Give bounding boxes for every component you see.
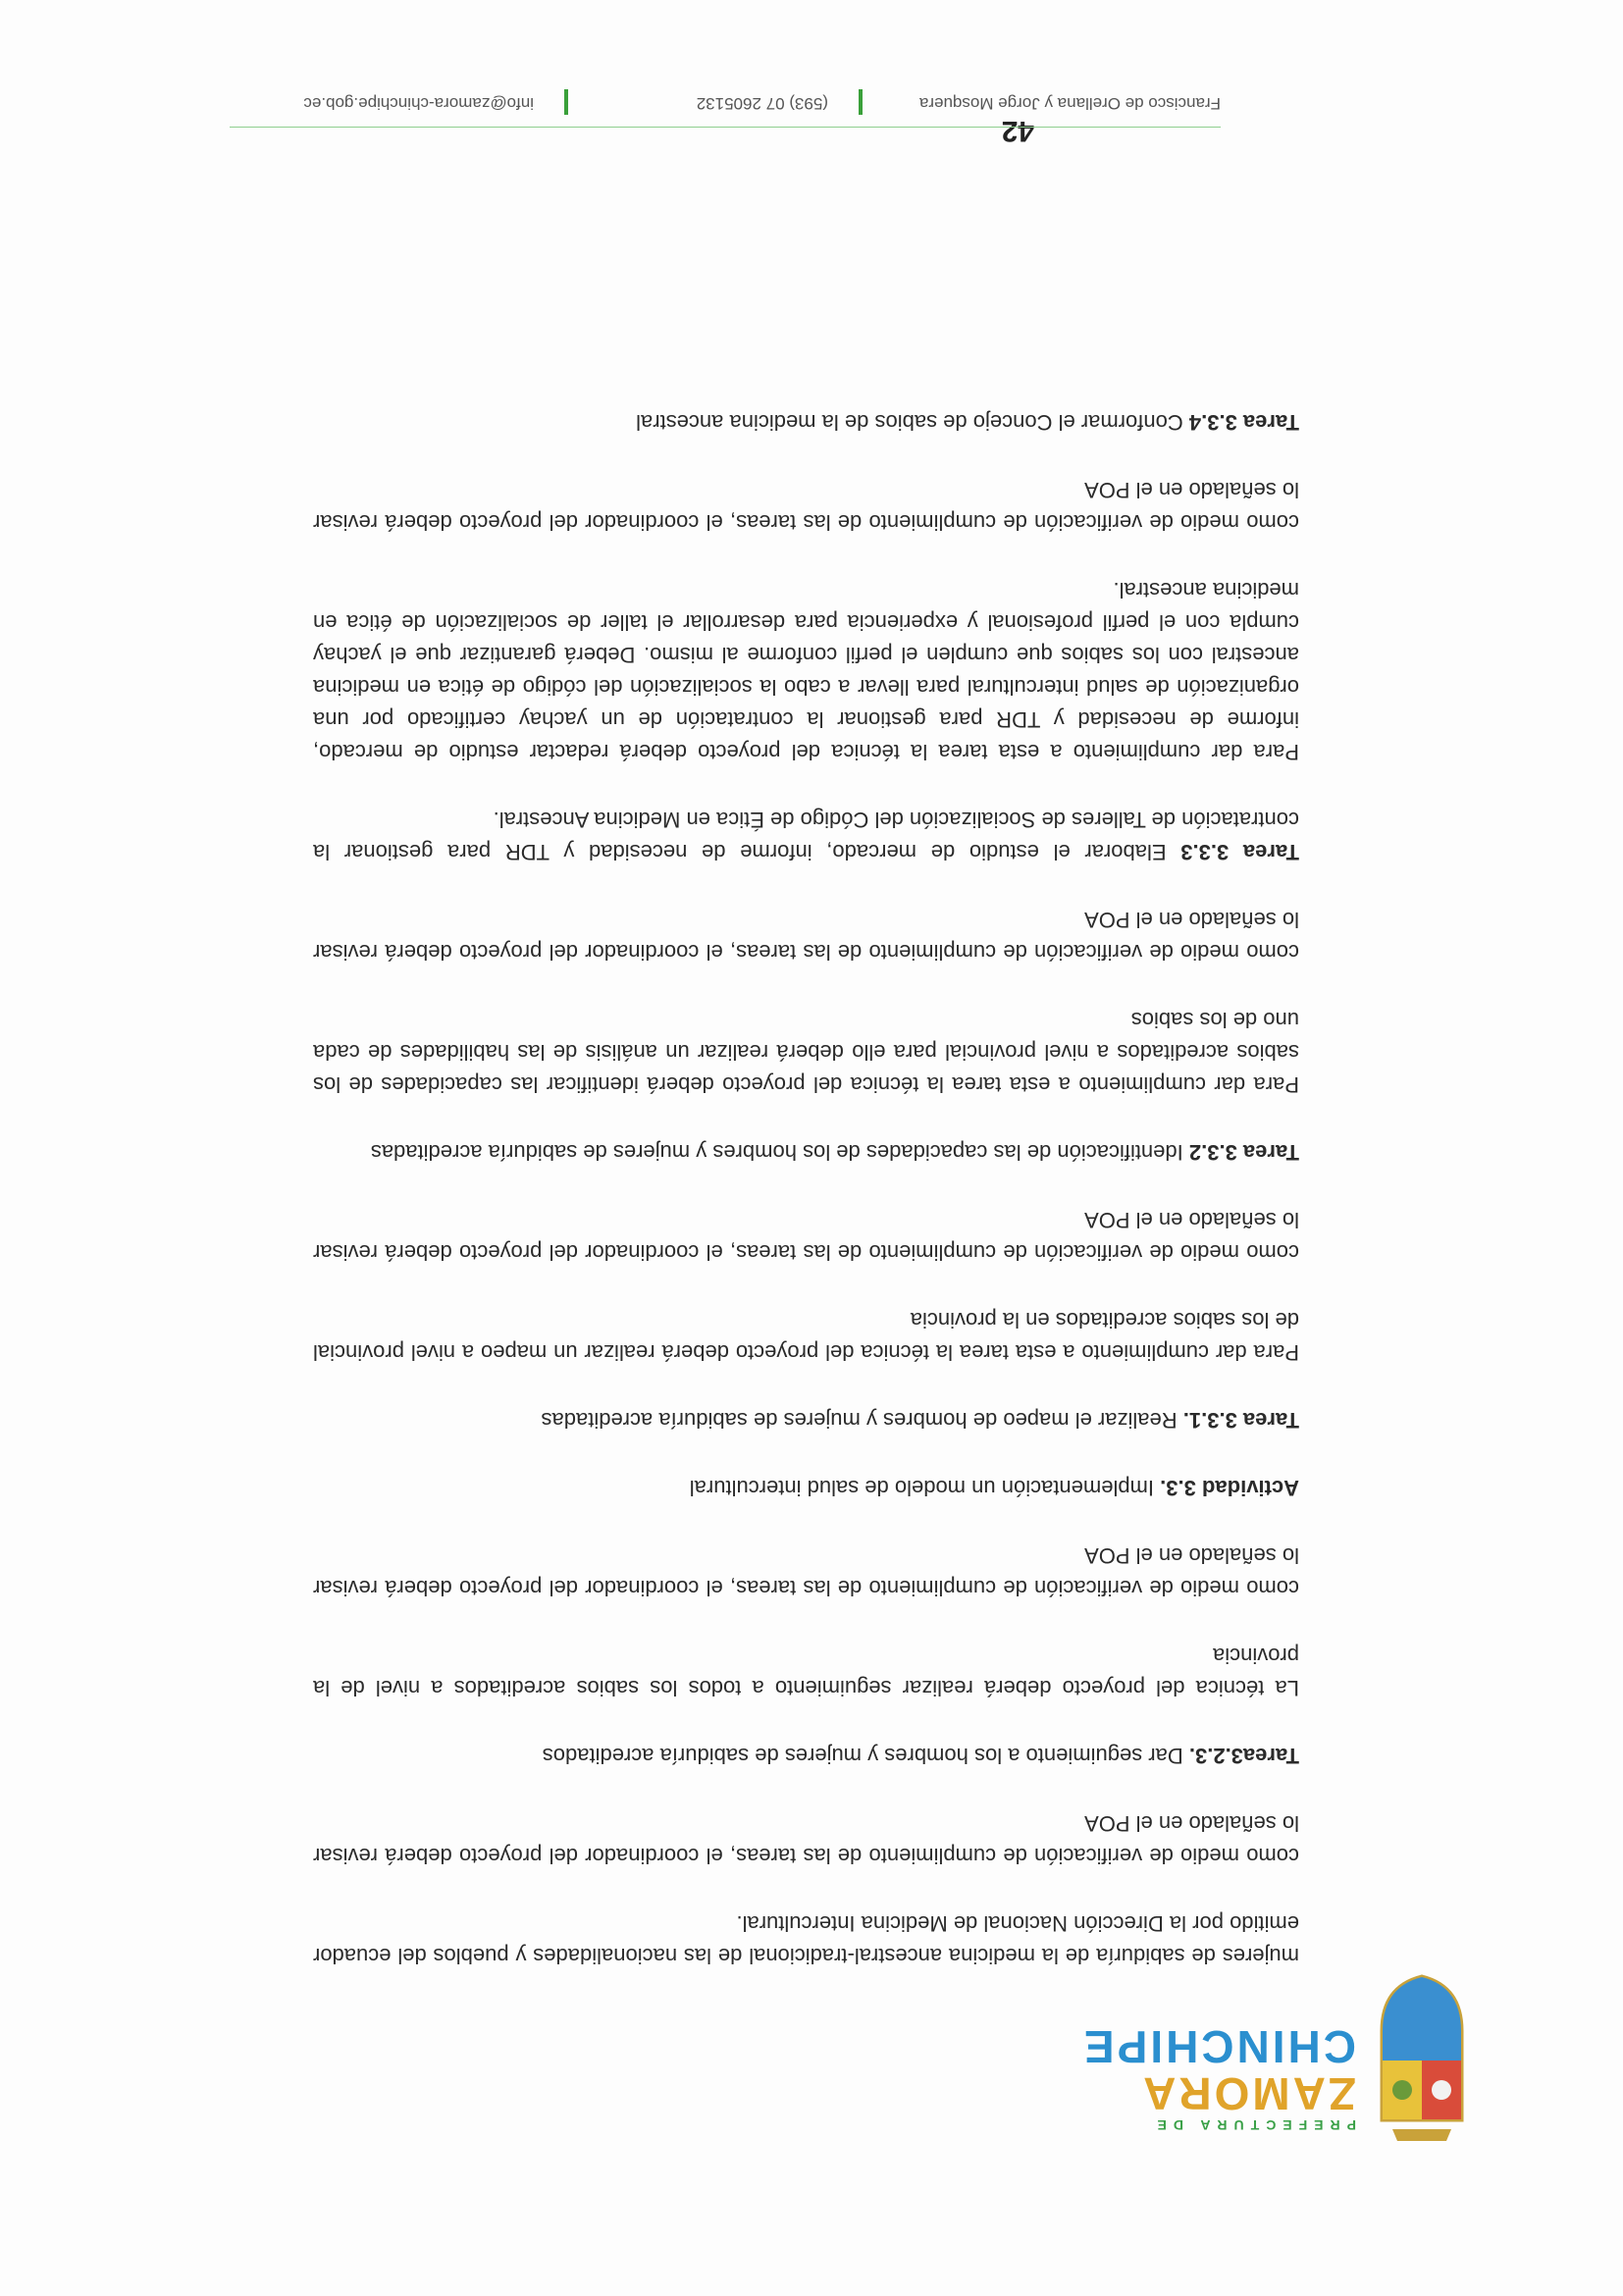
task-heading <box>313 406 1299 439</box>
paragraph: como medio de verificación de cumplimiento de las tareas, el coordinador del proyecto deberá revisar lo señalado en el POA <box>313 908 1299 965</box>
task-heading <box>313 1136 1299 1169</box>
footer-address: Francisco de Orellana y Jorge Mosquera <box>918 94 1221 113</box>
task-label: Tarea3.2.3. <box>1188 1744 1299 1768</box>
prefecture-logo <box>1080 1962 1476 2149</box>
activity-title: Implementación un modelo de salud intercultural <box>689 1476 1161 1500</box>
task-label: Tarea 3.3.2 <box>1188 1140 1299 1165</box>
footer-phone: (593) 07 2605132 <box>696 94 828 113</box>
logo-word-zamora: ZAMORA <box>1140 2068 1356 2119</box>
task-label: Tarea 3.3.3 <box>1180 840 1299 864</box>
logo-prefix: PREFECTURA DE <box>1150 2117 1356 2133</box>
coat-of-arms-icon <box>1368 1972 1476 2149</box>
task-title: Realizar el mapeo de hombres y mujeres de sabiduría acreditadas <box>541 1408 1183 1433</box>
task-heading <box>313 1404 1299 1436</box>
task-title: Dar seguimiento a los hombres y mujeres de sabiduría acreditados <box>542 1744 1189 1768</box>
page-footer <box>230 78 1221 128</box>
activity-heading <box>313 1472 1299 1504</box>
task-label: Tarea 3.3.1. <box>1182 1408 1299 1433</box>
paragraph: Para dar cumplimiento a esta tarea la técnica del proyecto deberá realizar un mapeo a nivel provincial de los sabios acreditados en la provincia <box>313 1308 1299 1365</box>
logo-word-chinchipe: CHINCHIPE <box>1080 2021 1356 2072</box>
paragraph: como medio de verificación de cumplimiento de las tareas, el coordinador del proyecto deberá revisar lo señalado en el POA <box>313 1811 1299 1868</box>
task-heading <box>313 804 1299 868</box>
task-title: Elaborar el estudio de mercado, informe de necesidad y TDR para gestionar la contratación de Talleres de Socialización del Código de Ética en Medicina Ancestral. <box>313 808 1299 864</box>
paragraph: La técnica del proyecto deberá realizar seguimiento a todos los sabios acreditados a nivel de la provincia <box>313 1644 1299 1700</box>
task-title: Identificación de las capacidades de los hombres y mujeres de sabiduría acreditadas <box>370 1140 1189 1165</box>
task-heading <box>313 1740 1299 1772</box>
paragraph: como medio de verificación de cumplimiento de las tareas, el coordinador del proyecto deberá revisar lo señalado en el POA <box>313 478 1299 535</box>
paragraph: como medio de verificación de cumplimiento de las tareas, el coordinador del proyecto deberá revisar lo señalado en el POA <box>313 1543 1299 1600</box>
document-body <box>313 371 1299 1972</box>
paragraph: como medio de verificación de cumplimiento de las tareas, el coordinador del proyecto deberá revisar lo señalado en el POA <box>313 1208 1299 1265</box>
task-label: Tarea 3.3.4 <box>1188 410 1299 435</box>
activity-label: Actividad 3.3. <box>1160 1476 1299 1500</box>
footer-divider <box>564 89 568 115</box>
footer-email: info@zamora-chinchipe.gob.ec <box>303 94 534 113</box>
paragraph: Para dar cumplimiento a esta tarea la técnica del proyecto deberá identificar las capacidades de los sabios acreditados a nivel provincial para ello deberá realizar un análisis de las habilidades de cada uno de los sabios <box>313 1008 1299 1097</box>
page-number: 42 <box>1001 115 1034 147</box>
paragraph: mujeres de sabiduría de la medicina ancestral-tradicional de las nacionalidades y pueblos del ecuador emitido por la Dirección Nacional de Medicina Intercultural. <box>313 1911 1299 1968</box>
task-title: Conformar el Concejo de sabios de la medicina ancestral <box>636 410 1189 435</box>
footer-divider <box>859 89 863 115</box>
paragraph: Para dar cumplimiento a esta tarea la técnica del proyecto deberá redactar estudio de mercado, informe de necesidad y TDR para gestionar la contratación de un yachay certificado por una organización de salud intercultural para llevar a cabo la socialización del código de ética en medicina ancestral con los sabios que cumplen el perfil conforme al mismo. Deberá garantizar que el yachay cumpla con el perfil profesional y experiencia para desarrollar el taller de socialización de ética en medicina ancestral. <box>313 578 1299 764</box>
